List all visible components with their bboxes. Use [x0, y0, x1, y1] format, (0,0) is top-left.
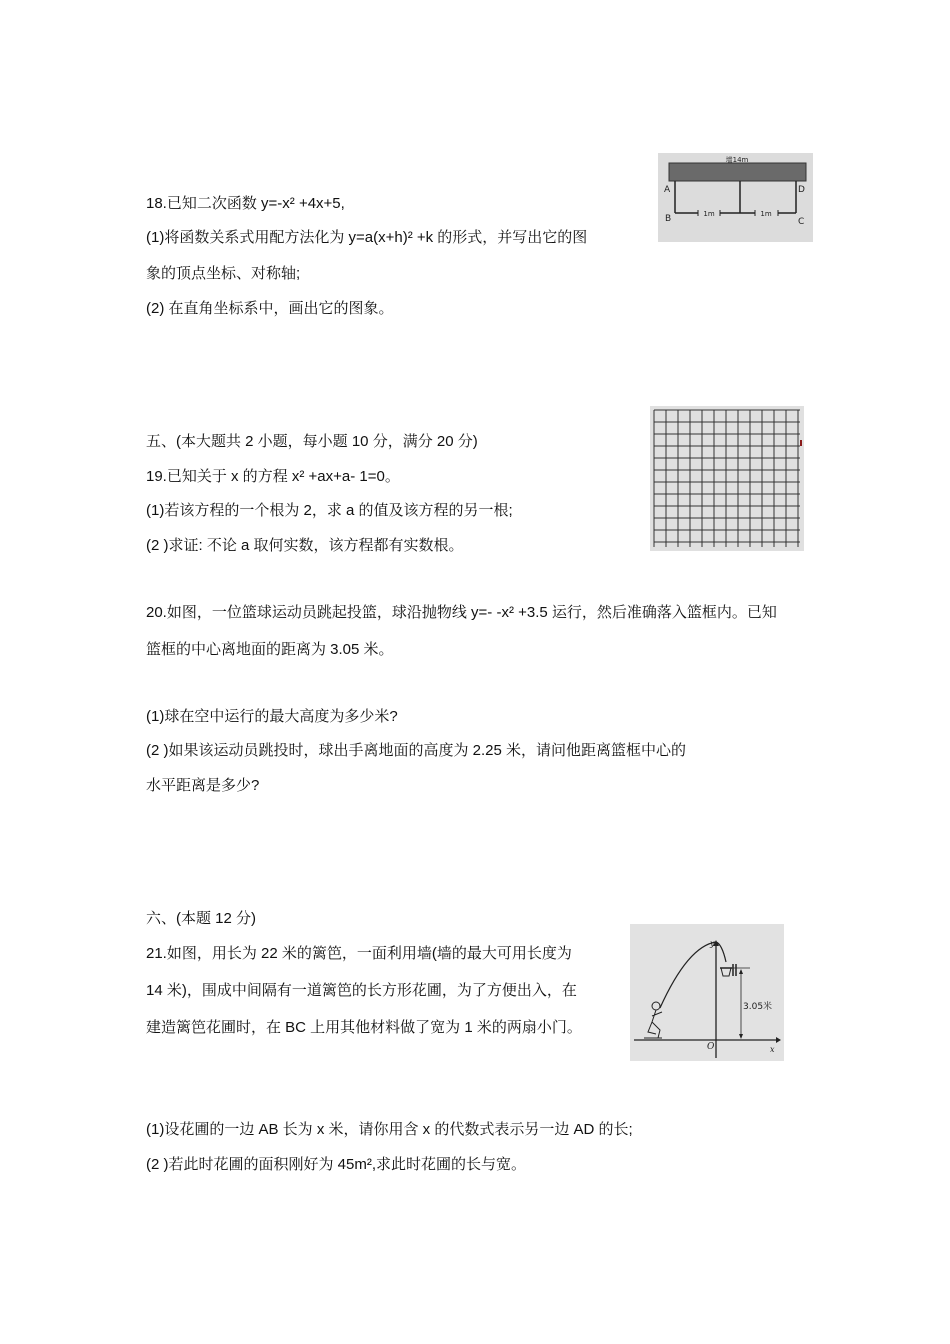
gap-label-1: 1m [703, 210, 715, 218]
q21-part2: (2 )若此时花圃的面积刚好为 45m²,求此时花圃的长与宽。 [146, 1156, 527, 1173]
section5-heading: 五、(本大题共 2 小题，每小题 10 分，满分 20 分) [146, 433, 478, 450]
q18-part1-line1: (1)将函数关系式用配方法化为 y=a(x+h)² +k 的形式，并写出它的图 [146, 229, 588, 246]
x-axis-label: x [770, 1045, 775, 1054]
gap-label-2: 1m [760, 210, 772, 218]
coordinate-grid [650, 406, 804, 551]
q20-line1: 20.如图，一位篮球运动员跳起投篮，球沿抛物线 y=- -x² +3.5 运行，然后准确落入篮框内。已知 [146, 604, 777, 621]
q21-line2: 14 米)，围成中间隔有一道篱笆的长方形花圃，为了方便出入，在 [146, 982, 577, 999]
basketball-figure [630, 924, 784, 1061]
garden-diagram [658, 153, 813, 242]
red-mark [800, 440, 802, 446]
q18-part1-line2: 象的顶点坐标、对称轴; [146, 265, 301, 282]
label-b: B [665, 214, 672, 224]
label-c: C [798, 217, 805, 227]
q19-title: 19.已知关于 x 的方程 x² +ax+a- 1=0。 [146, 468, 400, 485]
q20-part2-line2: 水平距离是多少? [146, 777, 260, 794]
height-label: 3.05米 [743, 1002, 773, 1012]
q20-line2: 篮框的中心离地面的距离为 3.05 米。 [146, 641, 394, 658]
q21-line1: 21.如图，用长为 22 米的篱笆，一面利用墙(墙的最大可用长度为 [146, 945, 572, 962]
q18-part2: (2) 在直角坐标系中，画出它的图象。 [146, 300, 394, 317]
q21-part1: (1)设花圃的一边 AB 长为 x 米，请你用含 x 的代数式表示另一边 AD 的长; [146, 1121, 633, 1138]
section6-heading: 六、(本题 12 分) [146, 910, 257, 927]
grid-figure [650, 406, 804, 551]
basketball-diagram [630, 924, 784, 1061]
label-d: D [798, 185, 805, 195]
origin-label: O [707, 1042, 715, 1052]
q18-title: 18.已知二次函数 y=-x² +4x+5, [146, 195, 345, 212]
y-axis-label: y [710, 939, 715, 948]
label-a: A [664, 185, 671, 195]
wall-label: 墙14m [725, 156, 749, 164]
q20-part1: (1)球在空中运行的最大高度为多少米? [146, 708, 398, 725]
q20-part2-line1: (2 )如果该运动员跳投时，球出手离地面的高度为 2.25 米，请问他距离篮框中心的 [146, 742, 687, 759]
q21-line3: 建造篱笆花圃时，在 BC 上用其他材料做了宽为 1 米的两扇小门。 [146, 1019, 582, 1036]
q19-part2: (2 )求证: 不论 a 取何实数，该方程都有实数根。 [146, 537, 464, 554]
garden-figure [658, 153, 813, 242]
q19-part1: (1)若该方程的一个根为 2，求 a 的值及该方程的另一根; [146, 502, 513, 519]
